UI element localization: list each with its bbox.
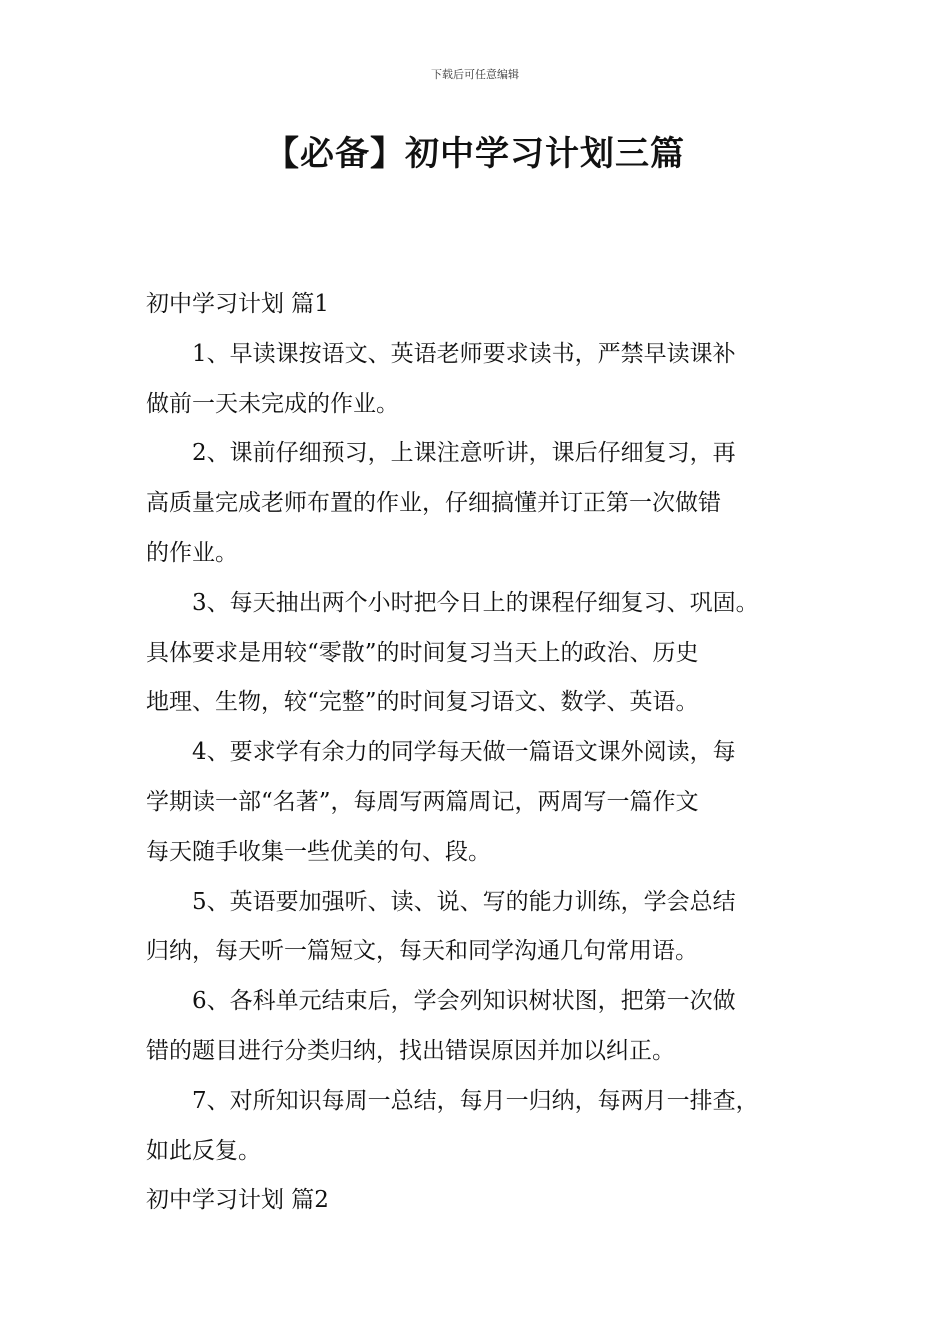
paragraph-line: 具体要求是用较“零散”的时间复习当天上的政治、历史 [146,639,699,666]
paragraph-line: 学期读一部“名著”，每周写两篇周记，两周写一篇作文 [146,788,699,815]
paragraph-line: 如此反复。 [146,1137,261,1164]
paragraph-line: 4、要求学有余力的同学每天做一篇语文课外阅读，每 [192,739,736,766]
paragraph-line: 的作业。 [146,539,238,566]
header-note: 下载后可任意编辑 [431,68,519,81]
paragraph-line: 高质量完成老师布置的作业，仔细搞懂并订正第一次做错 [146,490,721,517]
paragraph-line: 归纳，每天听一篇短文，每天和同学沟通几句常用语。 [146,938,698,965]
paragraph-line: 6、各科单元结束后，学会列知识树状图，把第一次做 [192,988,736,1015]
paragraph-line: 2、课前仔细预习，上课注意听讲，课后仔细复习，再 [192,440,736,467]
paragraph-line: 1、早读课按语文、英语老师要求读书，严禁早读课补 [192,340,736,367]
paragraph-line: 做前一天未完成的作业。 [146,390,399,417]
paragraph-line: 错的题目进行分类归纳，找出错误原因并加以纠正。 [146,1037,675,1064]
section-heading: 初中学习计划 篇2 [146,1187,329,1214]
document-body [146,280,836,1226]
section-heading: 初中学习计划 篇1 [146,291,329,317]
document-title: 【必备】初中学习计划三篇 [265,134,685,174]
paragraph-line: 3、每天抽出两个小时把今日上的课程仔细复习、巩固。 [192,589,759,616]
paragraph-line: 每天随手收集一些优美的句、段。 [146,838,491,865]
paragraph-line: 5、英语要加强听、读、说、写的能力训练，学会总结 [192,888,736,915]
paragraph-line: 7、对所知识每周一总结，每月一归纳，每两月一排查， [192,1087,759,1114]
paragraph-line: 地理、生物，较“完整”的时间复习语文、数学、英语。 [146,689,699,716]
